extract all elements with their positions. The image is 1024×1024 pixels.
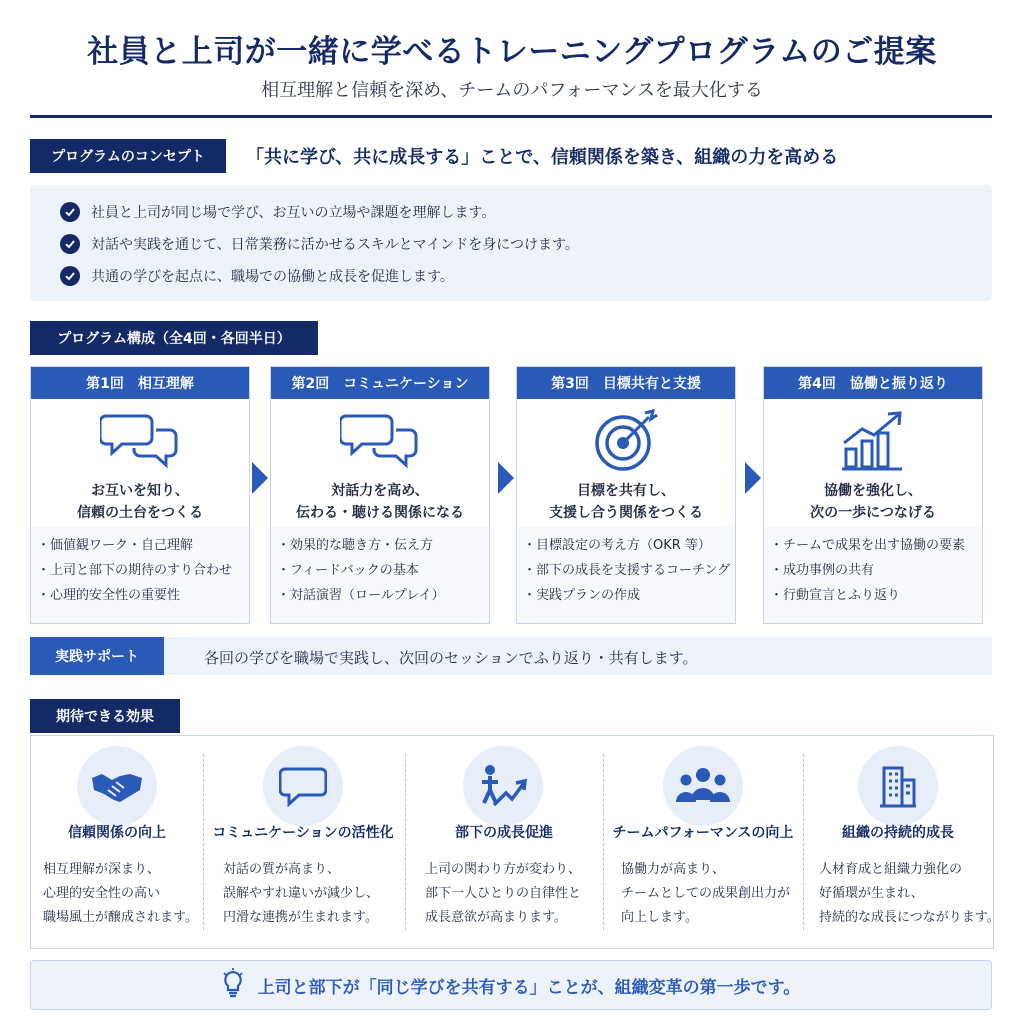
session-card-1 xyxy=(30,366,250,624)
chat-bubbles-icon xyxy=(271,407,489,473)
session-topics xyxy=(271,527,489,623)
session-card-3 xyxy=(516,366,736,624)
arrow-right-icon xyxy=(498,462,514,494)
arrow-right-icon xyxy=(745,462,761,494)
footer-text: 上司と部下が「同じ学びを共有する」ことが、組織変革の第一歩です。 xyxy=(257,977,801,998)
effect-item xyxy=(803,736,1000,948)
session-card-4 xyxy=(763,366,983,624)
effect-title: チームパフォーマンスの向上 xyxy=(612,825,794,841)
concept-point-text: 社員と上司が同じ場で学び、お互いの立場や課題を理解します。 xyxy=(91,205,496,221)
arrow-right-icon xyxy=(252,462,268,494)
session-topics xyxy=(517,527,735,623)
session-heading: 第1回 相互理解 xyxy=(31,367,249,399)
effect-description: 対話の質が高まり、 誤解やすれ違いが減少し、 円滑な連携が生まれます。 xyxy=(223,862,380,925)
effect-description: 協働力が高まり、 チームとしての成果創出力が 向上します。 xyxy=(621,862,791,925)
concept-point xyxy=(60,202,495,222)
topic-item: ・上司と部下の期待のすり合わせ xyxy=(37,563,233,578)
topic-item: ・フィードバックの基本 xyxy=(277,563,419,578)
session-heading: 第4回 協働と振り返り xyxy=(764,367,982,399)
session-topics xyxy=(764,527,982,623)
topic-item: ・対話演習（ロールプレイ） xyxy=(277,588,445,603)
handshake-icon xyxy=(77,746,157,826)
effects-section-tag: 期待できる効果 xyxy=(30,699,180,733)
effect-title: 信頼関係の向上 xyxy=(68,825,166,841)
concept-point xyxy=(60,266,454,286)
topic-item: ・効果的な聴き方・伝え方 xyxy=(277,538,434,553)
session-heading: 第2回 コミュニケーション xyxy=(271,367,489,399)
effect-title: 部下の成長促進 xyxy=(455,825,553,841)
topic-item: ・実践プランの作成 xyxy=(523,588,641,603)
effect-title: コミュニケーションの活性化 xyxy=(212,825,394,841)
topic-item: ・行動宣言とふり返り xyxy=(770,588,901,603)
effects-box xyxy=(30,735,1000,949)
lightbulb-icon xyxy=(222,968,244,1002)
topic-item: ・成功事例の共有 xyxy=(770,563,875,578)
concept-point-text: 共通の学びを起点に、職場での協働と成長を促進します。 xyxy=(91,269,454,285)
title-divider xyxy=(30,115,992,118)
growth-person-icon xyxy=(463,746,543,826)
session-card-2 xyxy=(270,366,490,624)
concept-section-tag: プログラムのコンセプト xyxy=(30,139,226,173)
concept-point-text: 対話や実践を通じて、日常業務に活かせるスキルとマインドを身につけます。 xyxy=(91,237,579,253)
effect-description: 上司の関わり方が変わり、 部下一人ひとりの自律性と 成長意欲が高まります。 xyxy=(425,862,582,925)
session-title: お互いを知り、 信頼の土台をつくる xyxy=(77,483,203,521)
check-circle-icon xyxy=(60,202,80,222)
check-circle-icon xyxy=(60,234,80,254)
target-icon xyxy=(517,407,735,473)
effect-item xyxy=(203,736,403,948)
structure-section-tag: プログラム構成（全4回・各回半日） xyxy=(30,321,318,355)
session-title: 目標を共有し、 支援し合う関係をつくる xyxy=(549,483,703,521)
team-icon xyxy=(663,746,743,826)
footer-message xyxy=(30,960,992,1010)
effect-item xyxy=(405,736,603,948)
effect-description: 相互理解が深まり、 心理的安全性の高い 職場風土が醸成されます。 xyxy=(43,862,198,925)
building-icon xyxy=(858,746,938,826)
effect-item xyxy=(31,736,203,948)
topic-item: ・心理的安全性の重要性 xyxy=(37,588,181,603)
page-title: 社員と上司が一緒に学べるトレーニングプログラムのご提案 xyxy=(87,34,937,70)
practice-support-tag: 実践サポート xyxy=(30,637,164,675)
session-title: 協働を強化し、 次の一歩につなげる xyxy=(810,483,936,521)
topic-item: ・チームで成果を出す協働の要素 xyxy=(770,538,966,553)
chat-bubble-icon xyxy=(263,746,343,826)
check-circle-icon xyxy=(60,266,80,286)
session-topics xyxy=(31,527,249,623)
page-subtitle: 相互理解と信頼を深め、チームのパフォーマンスを最大化する xyxy=(261,80,763,101)
session-heading: 第3回 目標共有と支援 xyxy=(517,367,735,399)
effect-description: 人材育成と組織力強化の 好循環が生まれ、 持続的な成長につながります。 xyxy=(819,862,1000,925)
concept-points-box xyxy=(30,185,992,301)
concept-point xyxy=(60,234,579,254)
topic-item: ・価値観ワーク・自己理解 xyxy=(37,538,194,553)
practice-support-text: 各回の学びを職場で実践し、次回のセッションでふり返り・共有します。 xyxy=(204,649,698,667)
effect-item xyxy=(603,736,803,948)
topic-item: ・目標設定の考え方（OKR 等） xyxy=(523,538,711,553)
effect-title: 組織の持続的成長 xyxy=(842,825,954,841)
concept-headline: 「共に学び、共に成長する」ことで、信頼関係を築き、組織の力を高める xyxy=(246,147,839,168)
chat-bubbles-icon xyxy=(31,407,249,473)
growth-chart-icon xyxy=(764,407,982,473)
topic-item: ・部下の成長を支援するコーチング xyxy=(523,563,731,578)
session-title: 対話力を高め、 伝わる・聴ける関係になる xyxy=(296,483,464,521)
